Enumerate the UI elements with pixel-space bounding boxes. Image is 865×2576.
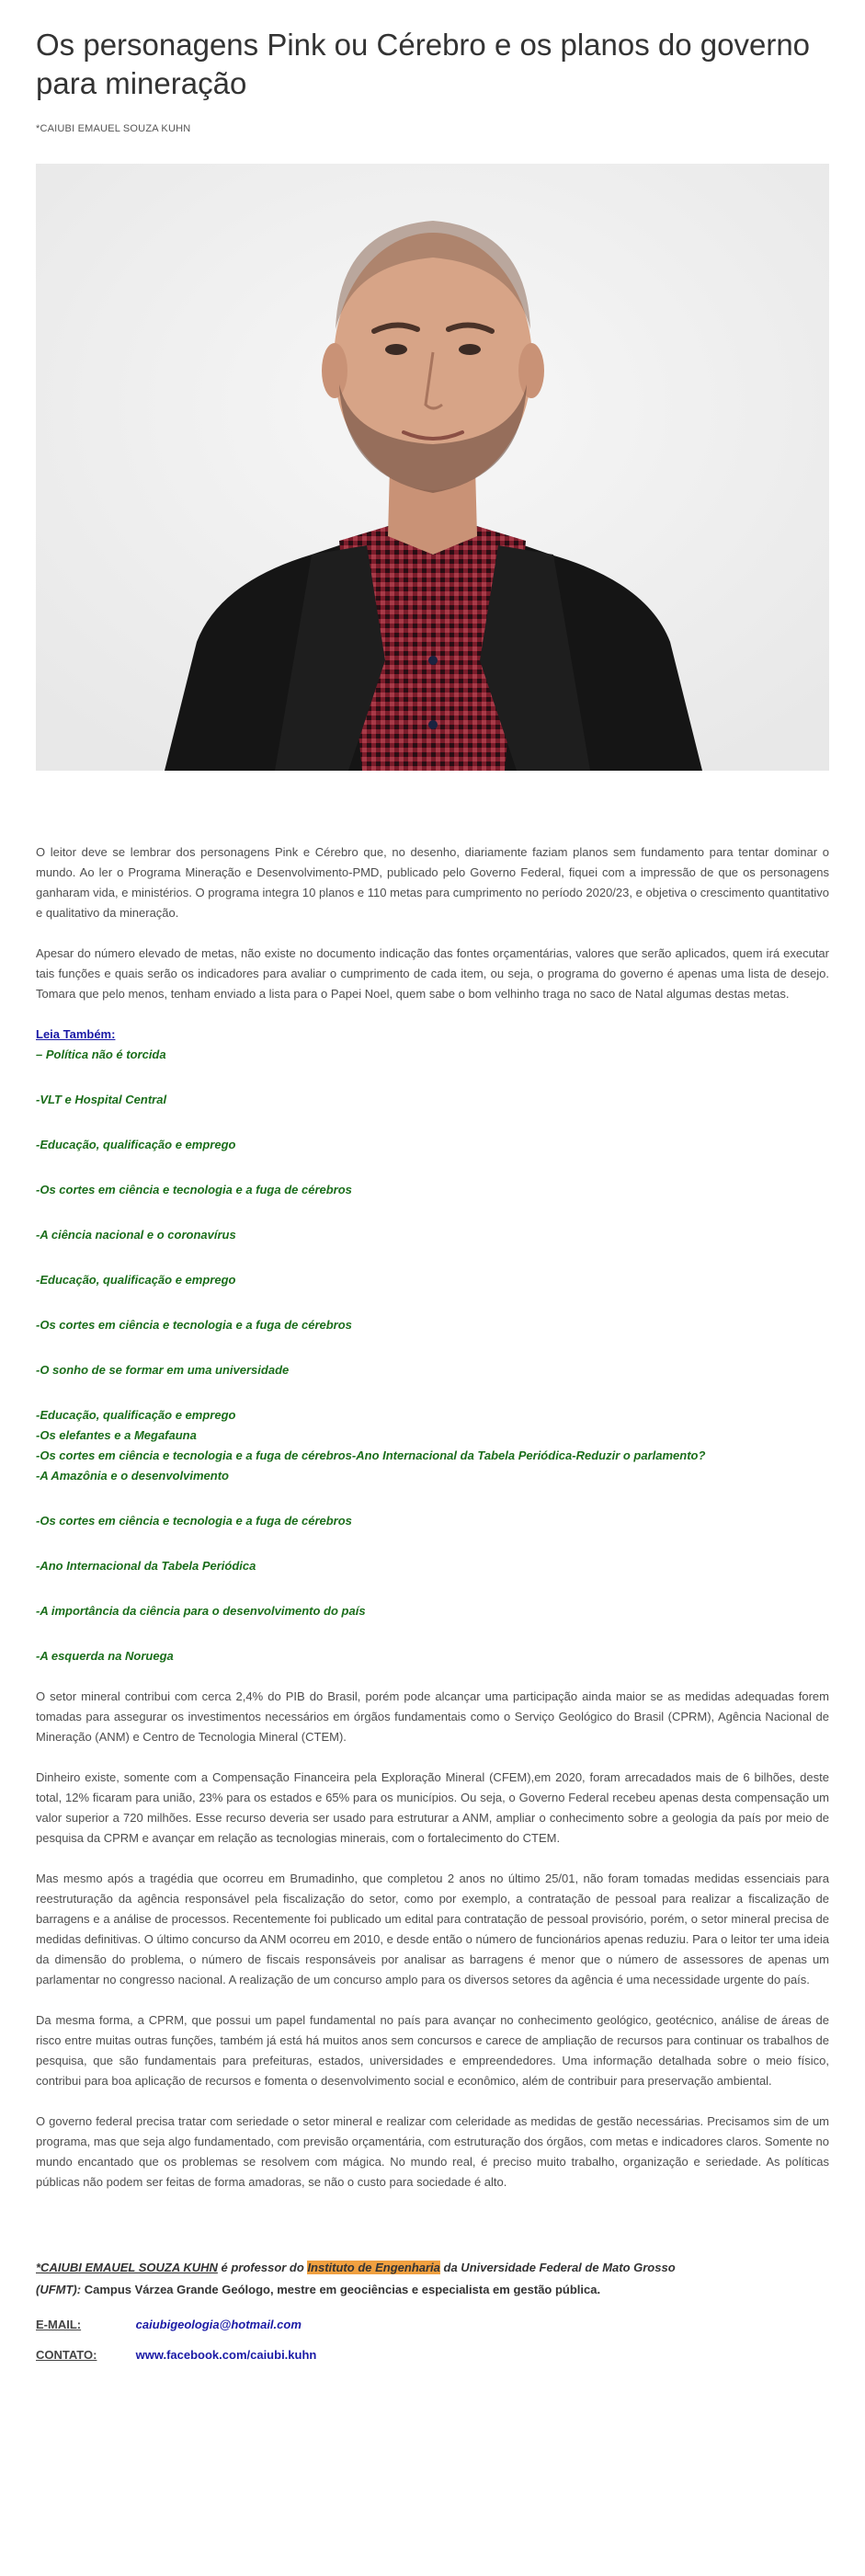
read-also-link[interactable]: -A ciência nacional e o coronavírus [36, 1228, 236, 1242]
paragraph-cprm: Da mesma forma, a CPRM, que possui um papel fundamental no país para avançar no conhecimento geológico, geotécnico, análise de áreas de risco entre muitas outras funções, também já está há muitos anos sem concursos e carece de ampliação de recursos para continuar os trabalhos de pesquisa, que são fundamentais para prefeituras, estados, universidades e empreendedores. Uma informação detalhada sobre o meio físico, contribui para boa aplicação de recursos e fomenta o desenvolvimento social e econômico, além de contribuir para preservação ambiental. [36, 2013, 829, 2088]
read-also-link[interactable]: -A Amazônia e o desenvolvimento [36, 1469, 229, 1483]
author-credentials: Campus Várzea Grande Geólogo, mestre em geociências e especialista em gestão pública. [81, 2283, 601, 2296]
article-title: Os personagens Pink ou Cérebro e os planos do governo para mineração [36, 28, 811, 100]
paragraph-cfem: Dinheiro existe, somente com a Compensação Financeira pela Exploração Mineral (CFEM),em 2020, foram arrecadados mais de 6 bilhões, deste total, 12% ficaram para união, 23% para os estados e 65% para os municípios. Ou seja, o Governo Federal recebeu apenas desta compensação um valor superior a 720 milhões. Esse recurso deveria ser usado para estruturar a ANM, ampliar o conhecimento sobre a geologia da país por meio de pesquisa da CPRM e avançar em relação as tecnologias minerais, com o fortalecimento do CTEM. [36, 1770, 829, 1845]
email-link[interactable]: caiubigeologia@hotmail.com [135, 2318, 302, 2331]
author-university: da Universidade Federal de Mato Grosso [439, 2261, 676, 2274]
author-name: *CAIUBI EMAUEL SOUZA KUHN [36, 2261, 218, 2274]
paragraph-gdp: O setor mineral contribui com cerca 2,4% do PIB do Brasil, porém pode alcançar uma participação ainda maior se as medidas adequadas forem tomadas para assegurar os investimentos necessários em órgãos fundamentais como o Serviço Geológico do Brasil (CPRM), Agência Nacional de Mineração (ANM) e Centro de Tecnologia Mineral (CTEM). [36, 1689, 829, 1744]
paragraph-brumadinho: Mas mesmo após a tragédia que ocorreu em Brumadinho, que completou 2 anos no último 25/01, não foram tomadas medidas essenciais para reestruturação da agência responsável pela fiscalização do setor, como por exemplo, a contratação de pessoal para realizar a fiscalização de barragens e a análise de processos. Recentemente foi publicado um edital para contratação de pessoal provisório, porém, o setor mineral precisa de medidas definitivas. O último concurso da ANM ocorreu em 2010, e desde então o número de funcionários apenas reduziu. Para o leitor ter uma ideia da dimensão do problema, o número de fiscais responsáveis por analisar as barragens é menor que o número de assessores de apenas um parlamentar no congresso nacional. A realização de um concurso amplo para os diversos setores da agência é uma necessidade urgente do país. [36, 1872, 829, 1986]
facebook-link[interactable]: www.facebook.com/caiubi.kuhn [135, 2348, 317, 2362]
read-also-link[interactable]: -Educação, qualificação e emprego [36, 1138, 236, 1151]
contact-row [36, 2348, 829, 2362]
read-also-link[interactable]: -VLT e Hospital Central [36, 1093, 167, 1106]
read-also-heading[interactable]: Leia Também: [36, 1027, 116, 1041]
read-also-link[interactable]: -A importância da ciência para o desenvolvimento do país [36, 1604, 366, 1618]
author-photo [36, 164, 829, 771]
paragraph-conclusion: O governo federal precisa tratar com seriedade o setor mineral e realizar com celeridade as medidas de gestão necessárias. Precisamos sim de um programa, mas que seja algo fundamentado, com previsão orçamentária, com estruturação dos órgãos, com metas e indicadores claros. Somente no mundo encantado que os problemas se resolvem com mágica. No mundo real, é preciso muito trabalho, organização e seriedade. As políticas públicas não podem ser feitas de forma amadoras, se não o custo para sociedade é alto. [36, 2114, 829, 2189]
read-also-link[interactable]: -Os cortes em ciência e tecnologia e a fuga de cérebros-Ano Internacional da Tabela Periódica-Reduzir o parlamento? [36, 1448, 706, 1462]
read-also-section [36, 1025, 829, 1666]
read-also-link[interactable]: -Os cortes em ciência e tecnologia e a fuga de cérebros [36, 1514, 352, 1528]
read-also-link[interactable]: -Os cortes em ciência e tecnologia e a fuga de cérebros [36, 1318, 352, 1332]
read-also-link[interactable]: -Educação, qualificação e emprego [36, 1408, 236, 1422]
author-portrait-illustration [36, 164, 829, 771]
read-also-link[interactable]: -Os cortes em ciência e tecnologia e a fuga de cérebros [36, 1183, 352, 1196]
read-also-link[interactable]: -A esquerda na Noruega [36, 1649, 174, 1663]
article-byline: *CAIUBI EMAUEL SOUZA KUHN [36, 123, 191, 134]
read-also-link[interactable]: -Educação, qualificação e emprego [36, 1273, 236, 1287]
email-row [36, 2318, 829, 2331]
contact-label: CONTATO: [36, 2348, 97, 2362]
author-bio [36, 2257, 829, 2301]
paragraph-goals: Apesar do número elevado de metas, não existe no documento indicação das fontes orçamentárias, valores que serão aplicados, quem irá executar tais funções e quais serão os indicadores para avaliar o cumprimento de cada item, ou seja, o programa do governo é apenas uma lista de desejo. Tomara que pelo menos, tenham enviado a lista para o Papei Noel, quem sabe o bom velhinho traga no saco de Natal algumas destas metas. [36, 946, 829, 1001]
author-institute: Instituto de Engenharia [307, 2261, 440, 2274]
paragraph-intro: O leitor deve se lembrar dos personagens Pink e Cérebro que, no desenho, diariamente faziam planos sem fundamento para tentar dominar o mundo. Ao ler o Programa Mineração e Desenvolvimento-PMD, publicado pelo Governo Federal, fiquei com a impressão de que os personagens ganharam vida, e ministérios. O programa integra 10 planos e 110 metas para cumprimento no período 2020/23, e objetiva o crescimento quantitativo e qualitativo da mineração. [36, 845, 829, 920]
email-label: E-MAIL: [36, 2318, 82, 2331]
author-ufmt: (UFMT): [36, 2283, 82, 2296]
read-also-link[interactable]: -Ano Internacional da Tabela Periódica [36, 1559, 256, 1573]
read-also-link[interactable]: -O sonho de se formar em uma universidade [36, 1363, 290, 1377]
read-also-link[interactable]: – Política não é torcida [36, 1048, 166, 1061]
author-role: é professor do [217, 2261, 308, 2274]
read-also-link[interactable]: -Os elefantes e a Megafauna [36, 1428, 197, 1442]
